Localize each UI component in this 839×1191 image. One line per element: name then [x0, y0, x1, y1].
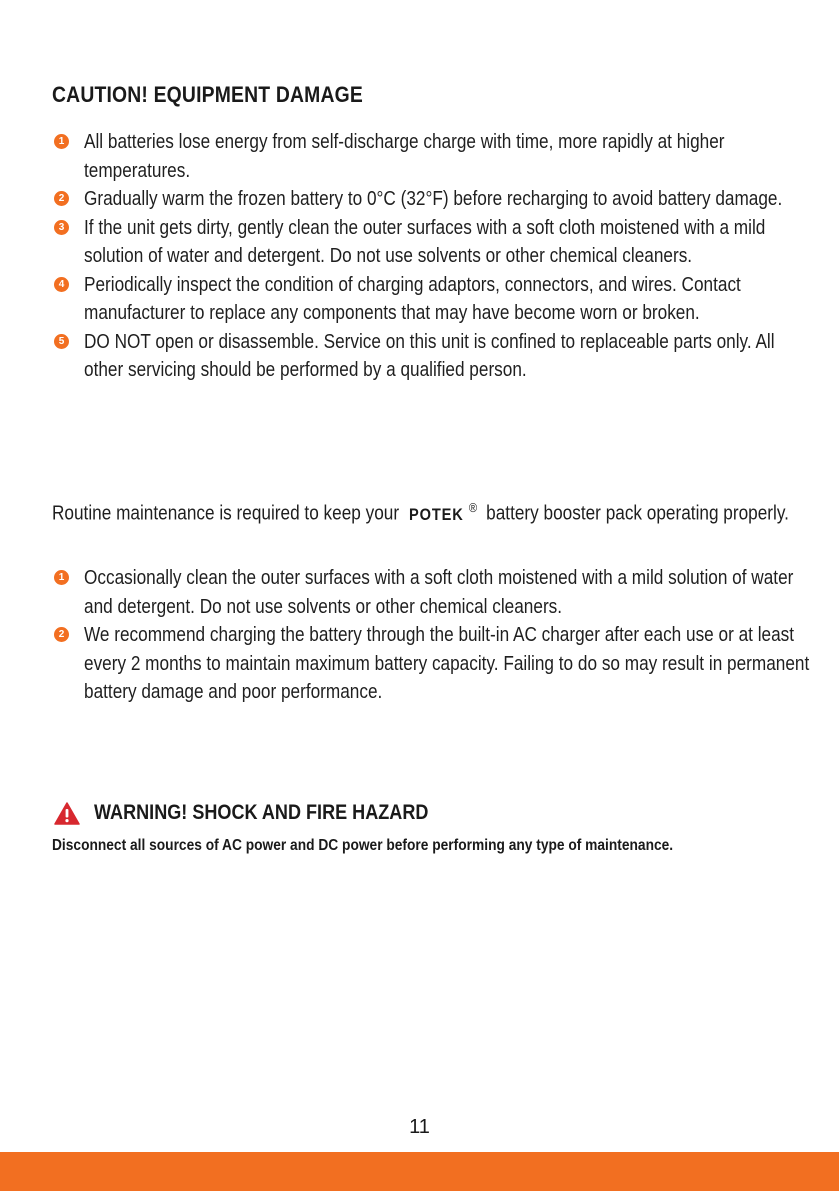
list-item-text: DO NOT open or disassemble. Service on this unit is confined to replaceable parts only. All other servicing should be performed by a qualified person.: [84, 330, 775, 381]
number-badge: 2: [54, 627, 69, 642]
list-item-text: Periodically inspect the condition of charging adaptors, connectors, and wires. Contact manufacturer to replace any components that may have become worn or broken.: [84, 273, 741, 324]
warning-triangle-icon: [54, 802, 80, 825]
page-number: 11: [409, 1116, 430, 1138]
warning-body: Disconnect all sources of AC power and DC power before performing any type of maintenance.: [52, 837, 674, 854]
list-item-text: If the unit gets dirty, gently clean the outer surfaces with a soft cloth moistened with a mild solution of water and detergent. Do not use solvents or other chemical cleaners.: [84, 216, 766, 267]
footer-bar: [0, 1152, 839, 1191]
list-item: [52, 128, 812, 185]
potek-logo: POTEK: [409, 504, 464, 524]
number-badge: 4: [54, 277, 69, 292]
list-item: [52, 564, 812, 621]
list-item: [52, 214, 812, 271]
warning-header: [54, 801, 483, 825]
list-item: [52, 185, 812, 214]
registered-mark: ®: [468, 500, 478, 515]
list-item: [52, 271, 812, 328]
caution-list: [52, 128, 812, 385]
list-item-text: Gradually warm the frozen battery to 0°C (32°F) before recharging to avoid battery damage.: [84, 188, 783, 210]
list-item-text: All batteries lose energy from self-discharge charge with time, more rapidly at higher temperatures.: [84, 131, 725, 182]
list-item: [52, 621, 812, 707]
number-badge: 1: [54, 134, 69, 149]
caution-heading: CAUTION! EQUIPMENT DAMAGE: [52, 82, 363, 107]
maintenance-intro: [52, 494, 812, 529]
intro-text-after: battery booster pack operating properly.: [486, 502, 789, 525]
number-badge: 2: [54, 191, 69, 206]
warning-title: WARNING! SHOCK AND FIRE HAZARD: [94, 801, 429, 824]
number-badge: 5: [54, 334, 69, 349]
list-item-text: Occasionally clean the outer surfaces with a soft cloth moistened with a mild solution of water and detergent. Do not use solvents or other chemical cleaners.: [84, 567, 794, 618]
number-badge: 3: [54, 220, 69, 235]
maintenance-list: [52, 564, 812, 707]
number-badge: 1: [54, 570, 69, 585]
intro-text-before: Routine maintenance is required to keep your: [52, 502, 400, 525]
list-item-text: We recommend charging the battery through the built-in AC charger after each use or at least every 2 months to maintain maximum battery capacity. Failing to do so may result in permanent battery damage and poor performance.: [84, 624, 810, 703]
list-item: [52, 328, 812, 385]
